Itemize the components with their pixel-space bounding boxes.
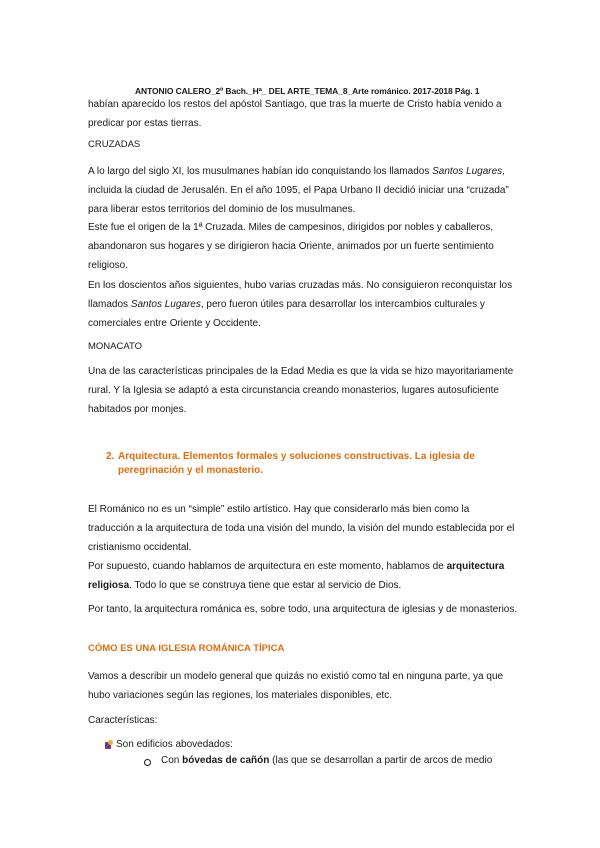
cruzadas-paragraph-1: A lo largo del siglo XI, los musulmanes habían ido conquistando los llamados Santos Lugares, incluida la ciudad de Jerusalén. En el año 1095, el Papa Urbano II decidió iniciar una “cruzada” para liberar estos territorios del dominio de los musulmanes.	[88, 166, 509, 215]
intro-paragraph: habían aparecido los restos del apóstol Santiago, que tras la muerte de Cristo había venido a predicar por estas tierras.	[88, 99, 502, 129]
section-2-title: 2. Arquitectura. Elementos formales y soluciones constructivas. La iglesia de peregrinación y el monasterio.	[106, 451, 475, 476]
circle-bullet-icon	[144, 759, 151, 766]
caracteristicas-label: Características:	[88, 715, 158, 726]
body-paragraph-3: Por tanto, la arquitectura románica es, sobre todo, una arquitectura de iglesias y de monasterios.	[88, 604, 518, 615]
heading-monacato: MONACATO	[88, 341, 143, 352]
heading-iglesia-romanica: CÓMO ES UNA IGLESIA ROMÁNICA TÍPICA	[88, 643, 285, 654]
body-paragraph-2: Por supuesto, cuando hablamos de arquitectura en este momento, hablamos de arquitectura religiosa. Todo lo que se construya tiene que estar al servicio de Dios.	[88, 561, 505, 591]
cruzadas-paragraph-3: En los doscientos años siguientes, hubo varias cruzadas más. No consiguieron reconquistar los llamados Santos Lugares, pero fueron útiles para desarrollar los intercambios culturales y comerciales entre Oriente y Occidente.	[88, 280, 513, 329]
heading-cruzadas: CRUZADAS	[88, 139, 141, 150]
section-number: 2.	[106, 451, 115, 462]
page-header: ANTONIO CALERO_2º Bach._Hª_ DEL ARTE_TEMA_8_Arte románico. 2017-2018 Pág. 1	[135, 86, 480, 96]
body-paragraph-1: El Románico no es un “simple” estilo artístico. Hay que considerarlo más bien como la traducción a la arquitectura de toda una visión del mundo, la visión del mundo establecida por el cristianismo occidental.	[88, 504, 515, 553]
cruzadas-paragraph-2: Este fue el origen de la 1ª Cruzada. Miles de campesinos, dirigidos por nobles y caballeros, abandonaron sus hogares y se dirigieron hacia Oriente, animados por un fuerte sentimiento religioso.	[88, 222, 494, 271]
monacato-paragraph: Una de las características principales de la Edad Media es que la vida se hizo mayoritariamente rural. Y la Iglesia se adaptó a esta circunstancia creando monasterios, lugares autosuficiente habitados por monjes.	[88, 366, 514, 415]
bullet-item-1: Son edificios abovedados:	[104, 739, 233, 750]
bullet-image-icon	[104, 740, 114, 750]
bullet-item-2: Con bóvedas de cañón (las que se desarrollan a partir de arcos de medio	[144, 755, 492, 766]
iglesia-paragraph: Vamos a describir un modelo general que quizás no existió como tal en ninguna parte, ya que hubo variaciones según las regiones, los materiales disponibles, etc.	[88, 671, 504, 701]
